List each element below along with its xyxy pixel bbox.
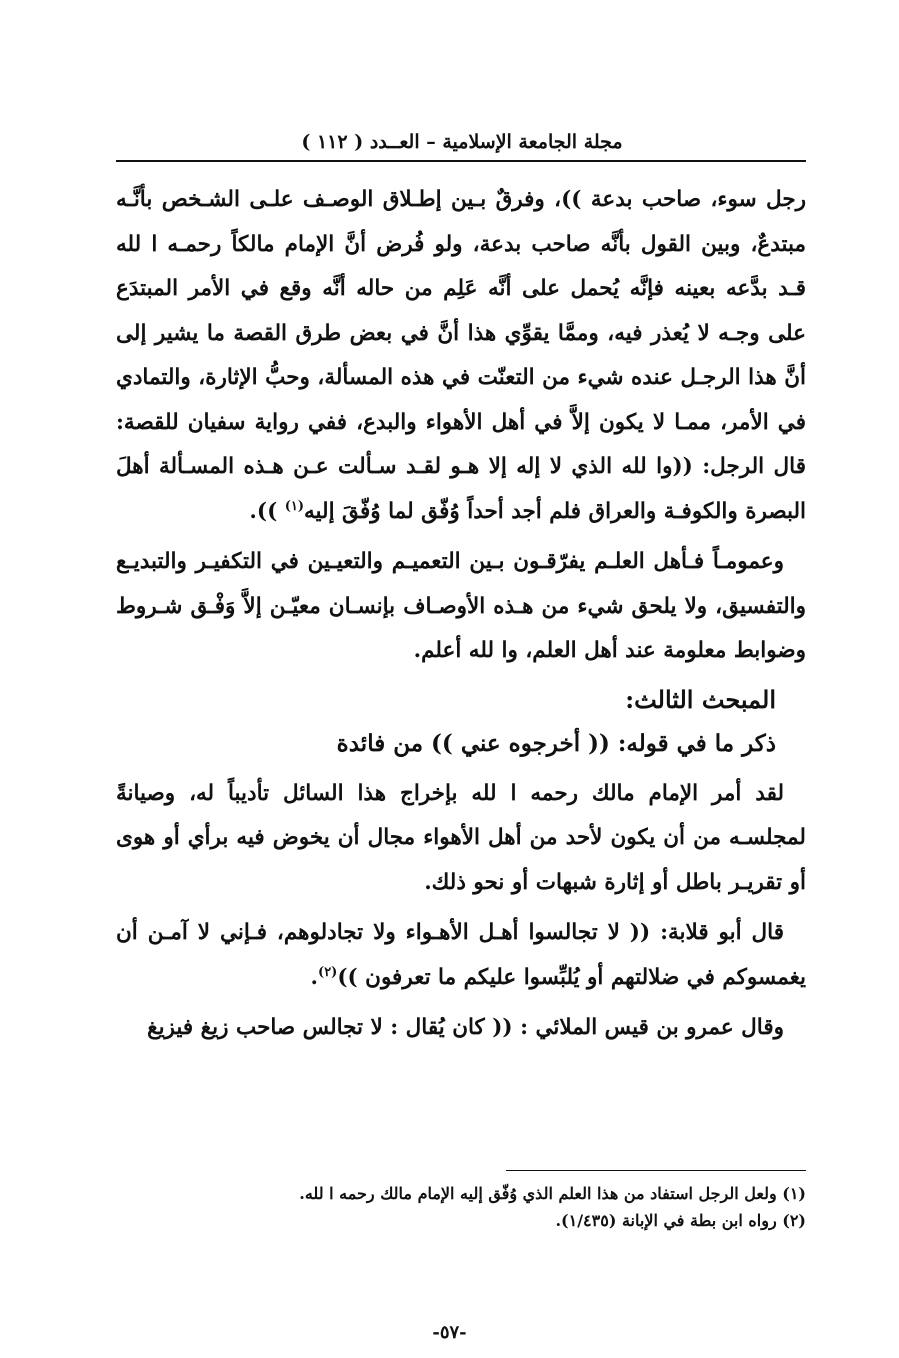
section-subheading: ذكر ما في قوله: (( أخرجوه عني )) من فائدة bbox=[336, 729, 776, 757]
paragraph-4 bbox=[116, 911, 806, 1000]
footnote-ref-2[interactable]: (٢) bbox=[318, 964, 338, 980]
main-text bbox=[116, 178, 806, 1051]
paragraph-1-text: رجل سوء، صاحب بدعة ))، وفرقٌ بـين إطـلاق الوصـف علـى الشـخص بأنَّـه مبتدعٌ، وبين القول بأنَّه صاحب بدعة، ولو فُرض أنَّ الإمام مالكاً رحمـه ا لله قـد بدَّعه بعينه فإنَّه يُحمل على أنَّه عَلِم من حاله أنَّه وقع في الأمر المبتدَع على وجـه لا يُعذر فيه، وممَّا يقوِّي هذا أنَّ في بعض طرق القصة ما يشير إلى أنَّ هذا الرجـل عنده شيء من التعنّت في هذه المسألة، وحبُّ الإثارة، والتمادي في الأمر، ممـا لا يكون إلاَّ في أهل الأهواء والبدع، ففي رواية سفيان للقصة: قال الرجل: ((وا لله الذي لا إله إلا هـو لقـد سـألت عـن هـذه المسـألة أهلَ البصرة والكوفـة والعراق فلم أجد أحداً وُفّق لما وُفّقَ إليه bbox=[116, 187, 806, 524]
paragraph-4-text: قال أبو قلابة: (( لا تجالسوا أهـل الأهـواء ولا تجادلوهم، فـإني لا آمـن أن يغمسوكم في ضلالتهم أو يُلبِّسوا عليكم ما تعرفون )) bbox=[116, 920, 806, 990]
footnote-ref-1[interactable]: (١) bbox=[284, 498, 305, 514]
paragraph-1 bbox=[116, 178, 806, 534]
paragraph-4-tail: . bbox=[310, 964, 319, 990]
paragraph-2: وعمومـاً فـأهل العلـم يفرّقـون بـين التعميـم والتعيـين في التكفيـر والتبديـع والتفسيق، ولا يلحق شيء من هـذه الأوصـاف بإنسـان معيّـن إلاَّ وَفْـق شـروط وضوابط معلومة عند أهل العلم، وا لله أعلم. bbox=[116, 549, 806, 663]
footnote-rule bbox=[506, 1170, 806, 1171]
footnote-1: (١) ولعل الرجل استفاد من هذا العلم الذي وُفّق إليه الإمام مالك رحمه ا لله. bbox=[299, 1184, 806, 1203]
running-header: مجلة الجامعة الإسلامية – العــدد ( ١١٢ ) bbox=[301, 131, 623, 153]
section-heading: المبحث الثالث: bbox=[625, 684, 776, 714]
paragraph-5: وقال عمرو بن قيس الملائي : (( كان يُقال : لا تجالس صاحب زيغ فيزيغ bbox=[147, 1015, 784, 1040]
footnotes bbox=[116, 1180, 806, 1234]
footnote-2: (٢) رواه ابن بطة في الإبانة (١/٤٣٥). bbox=[555, 1211, 806, 1230]
paragraph-3: لقد أمر الإمام مالك رحمه ا لله بإخراج هذا السائل تأديباً له، وصيانةً لمجلسـه من أن يكون لأحد من أهل الأهواء مجال أن يخوض فيه برأي أو هوى أو تقريـر باطل أو إثارة شبهات أو نحو ذلك. bbox=[116, 780, 806, 895]
page-number: -٥٧- bbox=[432, 1322, 467, 1343]
paragraph-1-tail: )). bbox=[249, 498, 285, 524]
header-rule bbox=[116, 160, 806, 162]
